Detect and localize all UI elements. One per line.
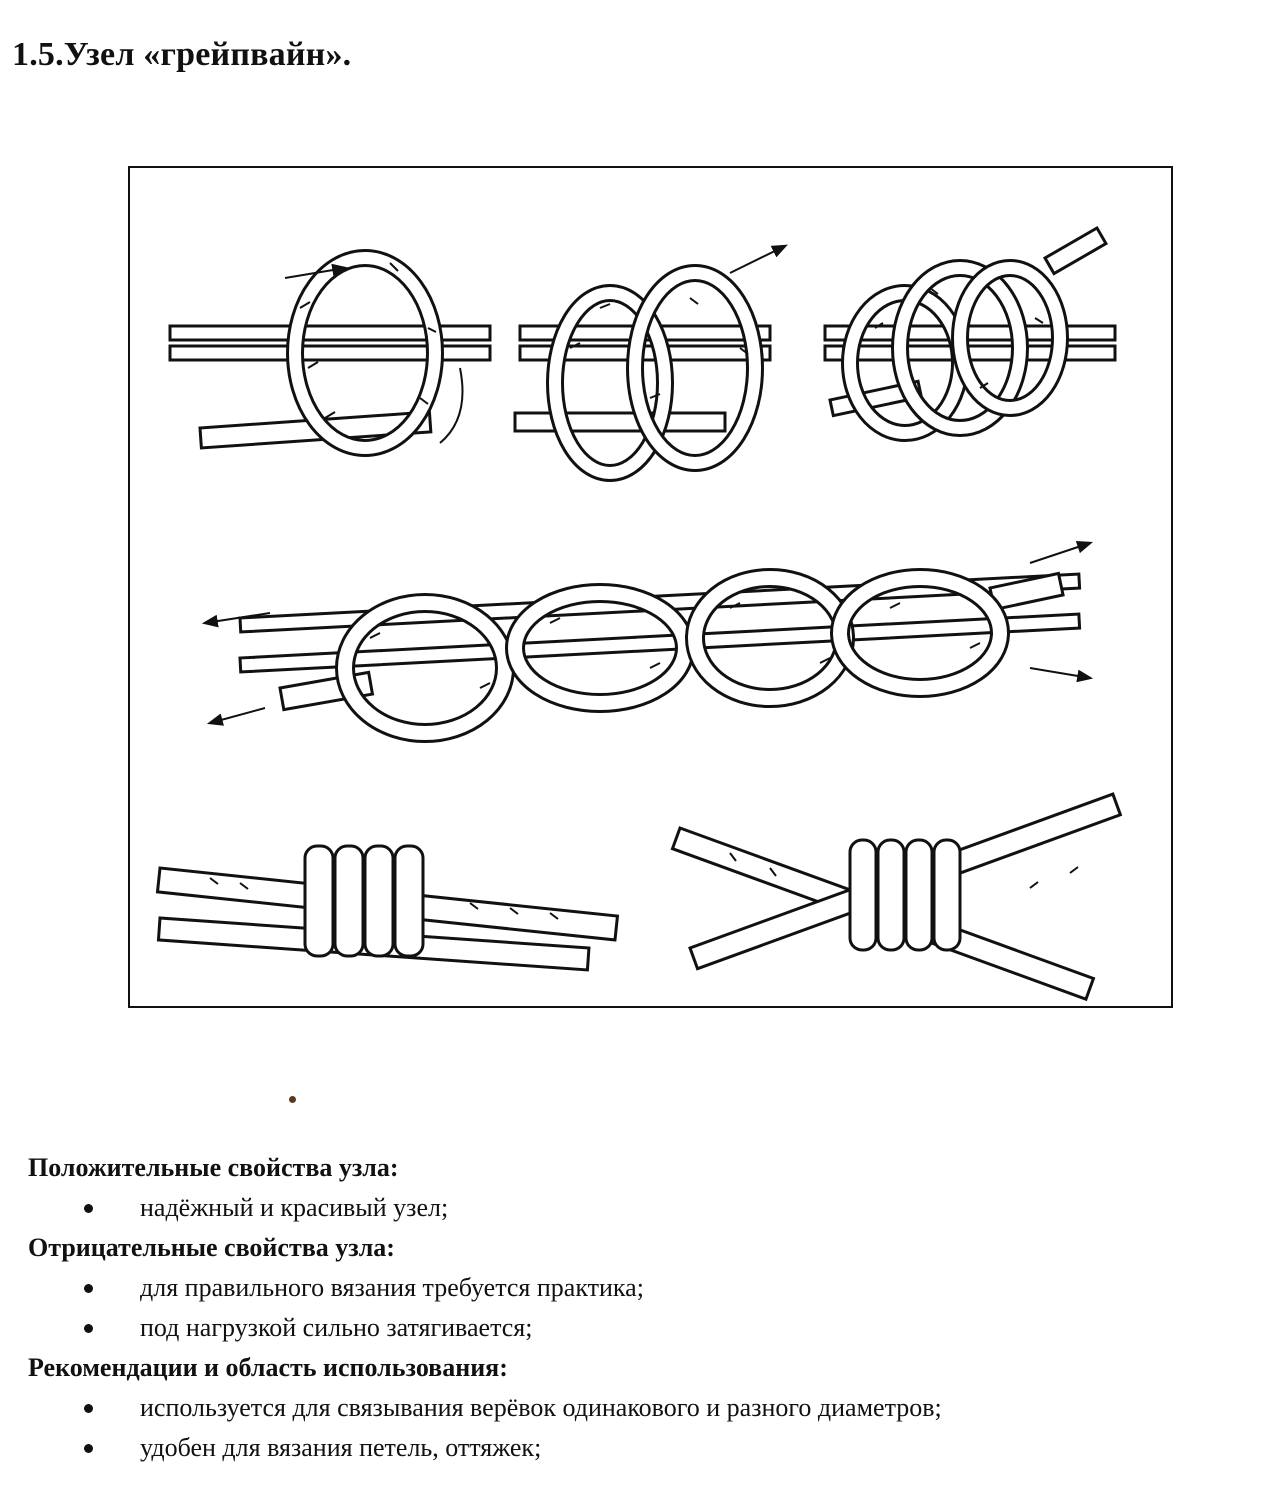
bullet-icon bbox=[84, 1404, 93, 1413]
knot-tightened-crossed bbox=[672, 794, 1120, 999]
bullet-icon bbox=[84, 1324, 93, 1333]
knot-illustration bbox=[130, 168, 1171, 1006]
recommendations-heading: Рекомендации и область использования: bbox=[28, 1353, 508, 1382]
knot-step-2 bbox=[515, 246, 785, 473]
list-item: удобен для вязания петель, оттяжек; bbox=[28, 1428, 1258, 1468]
negative-heading: Отрицательные свойства узла: bbox=[28, 1233, 395, 1262]
knot-open-view bbox=[205, 543, 1090, 733]
knot-tightened-parallel bbox=[157, 846, 617, 970]
knot-illustration-frame bbox=[128, 166, 1173, 1008]
list-item: используется для связывания верёвок одинакового и разного диаметров; bbox=[28, 1388, 1258, 1428]
bullet-icon bbox=[84, 1284, 93, 1293]
positive-heading: Положительные свойства узла: bbox=[28, 1153, 399, 1182]
bullet-icon bbox=[84, 1204, 93, 1213]
list-item: для правильного вязания требуется практика; bbox=[28, 1268, 1258, 1308]
page-title: 1.5.Узел «грейпвайн». bbox=[12, 36, 352, 73]
list-item: надёжный и красивый узел; bbox=[28, 1188, 1258, 1228]
scan-speck bbox=[289, 1096, 296, 1103]
list-item: под нагрузкой сильно затягивается; bbox=[28, 1308, 1258, 1348]
knot-step-1 bbox=[170, 258, 490, 448]
knot-properties bbox=[28, 1148, 1258, 1468]
knot-step-3 bbox=[825, 228, 1115, 433]
bullet-icon bbox=[84, 1444, 93, 1453]
